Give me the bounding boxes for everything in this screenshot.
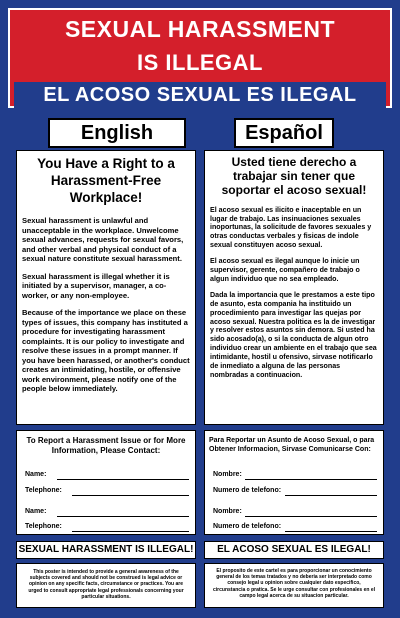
english-name-line-2[interactable]	[57, 516, 189, 517]
spanish-footer-title-box	[204, 541, 384, 559]
spanish-label: Español	[234, 118, 334, 148]
english-phone-line-2[interactable]	[72, 531, 189, 532]
english-footer-title: SEXUAL HARASSMENT IS ILLEGAL!	[18, 544, 194, 555]
title-spanish: EL ACOSO SEXUAL ES ILEGAL	[14, 82, 386, 108]
title-english	[10, 16, 390, 76]
english-phone-label-1: Telephone:	[25, 487, 62, 494]
spanish-phone-label-2: Numero de telefono:	[213, 523, 282, 530]
english-heading: You Have a Right to a Harassment-Free Workplace!	[37, 156, 175, 205]
title-english-line2: IS ILLEGAL	[137, 50, 263, 75]
english-contact-title: To Report a Harassment Issue or for More Information, Please Contact:	[26, 436, 186, 455]
title-banner	[8, 8, 392, 108]
spanish-disclaimer-box	[204, 563, 384, 608]
spanish-name-line-2[interactable]	[245, 516, 377, 517]
english-disclaimer: This poster is intended to provide a general awareness of the subjects covered and should not be construed is legal advice or opinion on any specific facts, circumstance or practices. You are urged to consult appropriate legal professionals concerning your particular situations.	[28, 569, 184, 600]
english-phone-line-1[interactable]	[72, 495, 189, 496]
spanish-paragraph-1: El acoso sexual es ilicito e inaceptable en un lugar de trabajo. Las insinuaciones sexuales inoportunas, la solicitude de favores sexuales y otras conductas verbales y fisicas de indole sexual constituyen acoso sexual.	[210, 205, 372, 250]
spanish-disclaimer: El proposito de este cartel es para proporcionar un conocimiento general de los temas tratados y no deberia ser interpretado como consejo legal u opinion sobre cualquier dato especifico, circunstancia o pratica. Se le urge consultar con profesionales en el campo legal acerca de su situacion particular.	[213, 568, 375, 599]
english-footer-title-box	[16, 541, 196, 559]
english-name-label-1: Name:	[25, 471, 47, 478]
english-column	[16, 150, 196, 425]
spanish-heading: Usted tiene derecho a trabajar sin tener que soportar el acoso sexual!	[221, 155, 367, 198]
spanish-name-line-1[interactable]	[245, 479, 377, 480]
spanish-contact-title: Para Reportar un Asunto de Acoso Sexual, o para Obtener Informacion, Sirvase Comunicarse Con:	[209, 437, 375, 453]
spanish-paragraph-2: El acoso sexual es ilegal aunque lo inicie un supervisor, gerente, compañero de trabajo o algun individuo que no sea empleado.	[210, 257, 360, 283]
english-contact-box	[16, 430, 196, 535]
title-english-line1: SEXUAL HARASSMENT	[64, 16, 336, 42]
spanish-phone-label-1: Numero de telefono:	[213, 487, 282, 494]
english-paragraph-3: Because of the importance we place on these types of issues, this company has instituted a procedure for investigating harassment complaints. It is our policy to investigate and resolve these issues in a prompt manner. If you have been harassed, or another's conduct creates an intimidating, hostile, or offensive work environment, please notify one of the people below immediately.	[22, 308, 190, 393]
spanish-contact-box	[204, 430, 384, 535]
spanish-phone-line-1[interactable]	[285, 495, 377, 496]
spanish-paragraph-3: Dada la importancia que le prestamos a este tipo de asunto, esta compania ha instituido un procedimiento para investigar las quejas por acoso sexual. Nuestra politica es la de investigar y resolver estos asuntos sin demora. Si usted ha sido acosado(a), o si la conducta de algun otro individuo crear un ambiente en el trabajo que sea intimidante, hostil u ofensivo, sirvase notificarlo de inmediato a alguna de las personas nombradas a continuacion.	[210, 290, 377, 380]
spanish-name-label-2: Nombre:	[213, 508, 242, 515]
english-phone-label-2: Telephone:	[25, 523, 62, 530]
english-name-line-1[interactable]	[57, 479, 189, 480]
english-disclaimer-box	[16, 563, 196, 608]
english-name-label-2: Name:	[25, 508, 47, 515]
spanish-column	[204, 150, 384, 425]
english-paragraph-2: Sexual harassment is illegal whether it is initiated by a supervisor, manager, a co-worker, or any non-employee.	[22, 271, 170, 300]
spanish-name-label-1: Nombre:	[213, 471, 242, 478]
english-label: English	[48, 118, 186, 148]
spanish-phone-line-2[interactable]	[285, 531, 377, 532]
spanish-footer-title: EL ACOSO SEXUAL ES ILEGAL!	[217, 544, 371, 555]
english-paragraph-1: Sexual harassment is unlawful and unacceptable in the workplace. Unwelcome sexual advances, requests for sexual favors, and other verbal and physical conduct of a sexual nature constitute sexual harassment.	[22, 216, 184, 263]
